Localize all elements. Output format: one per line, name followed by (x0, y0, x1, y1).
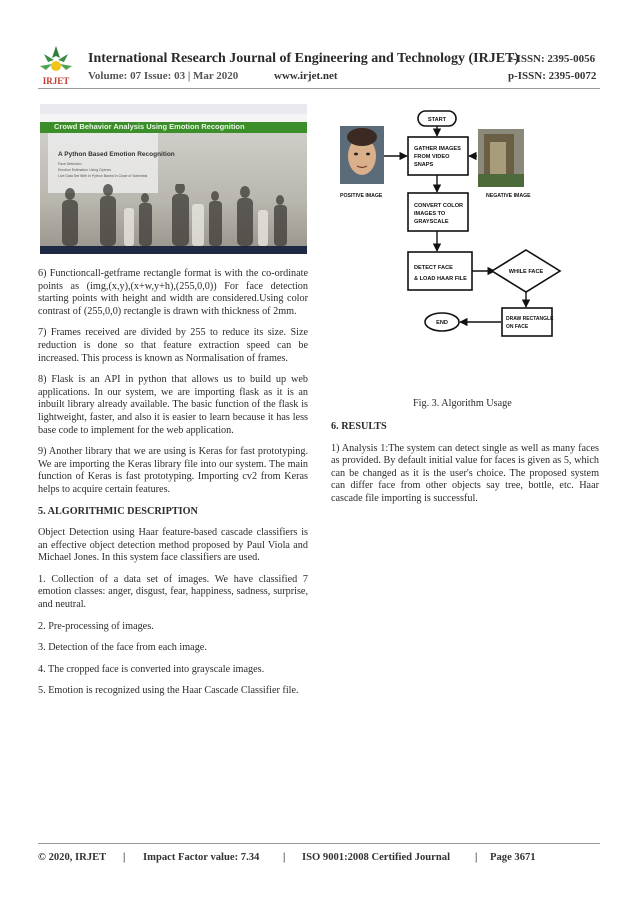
positive-image-label: POSITIVE IMAGE (340, 193, 383, 199)
draw-line-1: DRAW RECTANGLE (506, 316, 554, 322)
list-item-1: 1. Collection of a data set of images. We have classified 7 emotion classes: anger, disgust, fear, happiness, sadness, surprise, and neutral. (38, 573, 308, 611)
gather-line-1: GATHER IMAGES (414, 146, 461, 152)
volume-issue: Volume: 07 Issue: 03 | Mar 2020 (88, 70, 239, 82)
detect-line-2: & LOAD HAAR FILE (414, 276, 467, 282)
irjet-logo (36, 44, 76, 88)
app-banner (40, 122, 307, 133)
detect-line-1: DETECT FACE (414, 265, 453, 271)
svg-text:IRJET: IRJET (42, 76, 70, 86)
journal-title: International Research Journal of Engineering and Technology (IRJET) (88, 51, 520, 66)
people-silhouettes (40, 184, 307, 246)
list-item-2: 2. Pre-processing of images. (38, 620, 154, 632)
list-item-3: 3. Detection of the face from each image. (38, 642, 207, 654)
negative-image-label: NEGATIVE IMAGE (486, 193, 531, 199)
header-rule (38, 88, 600, 89)
banner-title: Crowd Behavior Analysis Using Emotion Recognition (54, 122, 245, 131)
para-9: 9) Another library that we are using is Keras for fast prototyping. We are importing the Keras library file into our system. The main function of Keras is fast prototyping. Importing cv2 from Keras helps to acquire certain features. (38, 446, 308, 495)
footer-iso: ISO 9001:2008 Certified Journal (302, 852, 451, 863)
section-5-heading: 5. ALGORITHMIC DESCRIPTION (38, 505, 198, 517)
footer-sep-3: | (475, 852, 478, 863)
start-label: START (427, 117, 447, 123)
positive-image (340, 126, 384, 184)
negative-image (478, 129, 524, 187)
section-5-para: Object Detection using Haar feature-based cascade classifiers is an effective object detection method proposed by Paul Viola and Michael Jones. In this system face classifiers are used. (38, 527, 308, 564)
footer-impact: Impact Factor value: 7.34 (143, 852, 260, 863)
right-column (331, 421, 599, 515)
convert-line-2: IMAGES TO (414, 211, 446, 217)
taskbar (40, 246, 307, 254)
footer-page: Page 3671 (490, 852, 536, 863)
screenshot-line-1: Face Detection (58, 162, 82, 166)
list-item-4: 4. The cropped face is converted into grayscale images. (38, 663, 265, 675)
while-face-label: WHILE FACE (508, 269, 544, 275)
para-7: 7) Frames received are divided by 255 to reduce its size. Size reduction is done so that feature extraction speed can be increased. This process is known as Normalisation of frames. (38, 327, 308, 364)
screenshot-line-2: Emotion Estimation Using Opencv (58, 168, 112, 172)
app-screenshot (40, 104, 307, 254)
footer-copyright: © 2020, IRJET (38, 852, 107, 863)
screenshot-line-3: Live Data Set With In Python Based In Close of Scientists (58, 174, 148, 178)
journal-url[interactable]: www.irjet.net (274, 70, 338, 82)
figure-caption: Fig. 3. Algorithm Usage (413, 398, 512, 409)
algorithm-flowchart (332, 104, 600, 344)
detect-node (408, 252, 472, 290)
convert-line-3: GRAYSCALE (414, 219, 449, 225)
draw-node (502, 308, 552, 336)
footer-sep-2: | (283, 852, 286, 863)
results-para-1: 1) Analysis 1:The system can detect single as well as many faces as provided. By default initial value for faces is given as 5, which can be changed as it is the user's choice. The proposed system can differ face from other objects say tree, bottle, etc. Haar cascade file importing is successful. (331, 442, 599, 504)
footer-sep-1: | (123, 852, 126, 863)
end-label: END (436, 320, 448, 326)
para-6: 6) Functioncall-getframe rectangle format is with the co-ordinate points as (img,(x,y),(x+w,y+h),(255,0,0)) For face detection starting points with height and width are considered.Using color contrast of (255,0,0) rectangle is drawn with thickness of 2mm. (38, 268, 308, 317)
gather-line-2: FROM VIDEO (414, 154, 450, 160)
convert-line-1: CONVERT COLOR (414, 203, 464, 209)
para-8: 8) Flask is an API in python that allows us to build up web applications. In our system, we are importing flask as it is an inbuilt library already available. The basic function of the flask is lightweight, faster, and also it is easier to learn because it has less base code to implement for the web application. (38, 374, 308, 436)
browser-tabs (40, 104, 307, 114)
p-issn: p-ISSN: 2395-0072 (508, 70, 597, 82)
e-issn: e-ISSN: 2395-0056 (508, 53, 596, 65)
screenshot-heading: A Python Based Emotion Recognition (58, 151, 175, 158)
draw-line-2: ON FACE (506, 324, 529, 330)
list-item-5: 5. Emotion is recognized using the Haar Cascade Classifier file. (38, 685, 299, 697)
footer-rule (38, 843, 600, 844)
gather-line-3: SNAPS (414, 162, 434, 168)
section-6-heading: 6. RESULTS (331, 421, 387, 432)
left-column (38, 268, 308, 707)
